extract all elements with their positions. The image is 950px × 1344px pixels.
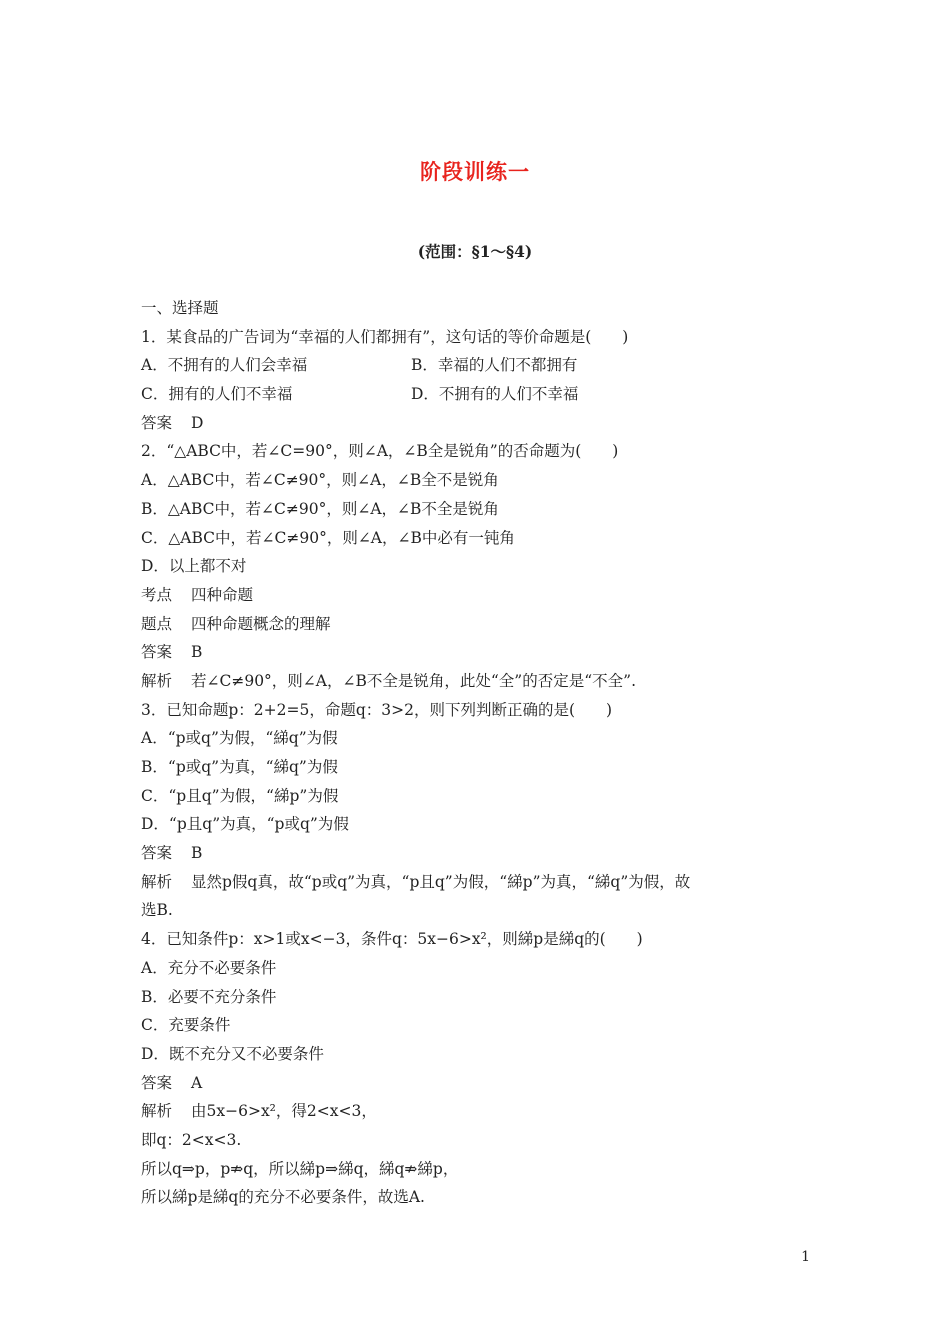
q4-option-a: A．充分不必要条件 — [141, 958, 277, 977]
answer-label: 答案 — [141, 1073, 173, 1092]
q3-option-d: D．“p且q”为真，“p或q”为假 — [141, 815, 349, 834]
q3-option-a: A．“p或q”为假，“綈q”为假 — [141, 729, 338, 748]
q3-stem: 3．已知命题p：2+2=5，命题q：3>2，则下列判断正确的是( ) — [141, 700, 613, 719]
answer-value: B — [191, 643, 203, 662]
q2-jiexi — [141, 667, 811, 696]
jiexi-text: 若∠C≠90°，则∠A，∠B不全是锐角，此处“全”的否定是“不全”. — [191, 671, 636, 690]
answer-label: 答案 — [141, 844, 173, 863]
q1-stem: 1．某食品的广告词为“幸福的人们都拥有”，这句话的等价命题是( ) — [141, 327, 629, 346]
q3-option-b: B．“p或q”为真，“綈q”为假 — [141, 758, 338, 776]
section-heading: 一、选择题 — [141, 299, 219, 317]
answer-value: D — [191, 413, 204, 432]
q2-stem: 2．“△ABC中，若∠C=90°，则∠A，∠B全是锐角”的否命题为( ) — [141, 442, 619, 461]
q2-option-a: A．△ABC中，若∠C≠90°，则∠A，∠B全不是锐角 — [141, 471, 499, 490]
jiexi-text: 由5x−6>x²，得2<x<3， — [191, 1102, 377, 1121]
q4-answer — [141, 1069, 811, 1098]
q1-option-a: A．不拥有的人们会幸福 — [141, 356, 308, 375]
jiexi-label: 解析 — [141, 1102, 173, 1121]
answer-label: 答案 — [141, 413, 173, 432]
q4-jiexi-line2: 即q：2<x<3. — [141, 1130, 242, 1149]
kaodian-label: 考点 — [141, 585, 173, 604]
q1-option-b: B．幸福的人们不都拥有 — [411, 356, 578, 375]
q1-options-row-2 — [141, 380, 811, 409]
jiexi-label: 解析 — [141, 671, 173, 690]
q4-stem: 4．已知条件p：x>1或x<−3，条件q：5x−6>x²，则綈p是綈q的( ) — [141, 930, 643, 949]
q3-jiexi — [141, 868, 811, 897]
kaodian-value: 四种命题 — [191, 585, 254, 604]
jiexi-text: 显然p假q真，故“p或q”为真，“p且q”为假，“綈p”为真，“綈q”为假，故 — [191, 872, 691, 891]
q2-option-d: D．以上都不对 — [141, 557, 247, 576]
answer-value: B — [191, 844, 203, 863]
page-number: 1 — [801, 1249, 810, 1265]
q4-jiexi — [141, 1097, 811, 1126]
jiexi-label: 解析 — [141, 872, 173, 891]
q4-jiexi-line4: 所以綈p是綈q的充分不必要条件，故选A. — [141, 1188, 425, 1207]
q4-option-b: B．必要不充分条件 — [141, 987, 277, 1006]
q3-option-c: C．“p且q”为假，“綈p”为假 — [141, 786, 339, 805]
q4-jiexi-line3: 所以q⇒p，p⇏q，所以綈p⇒綈q，綈q⇏綈p， — [141, 1159, 459, 1178]
q2-option-b: B．△ABC中，若∠C≠90°，则∠A，∠B不全是锐角 — [141, 499, 499, 518]
q2-option-c: C．△ABC中，若∠C≠90°，则∠A，∠B中必有一钝角 — [141, 528, 515, 547]
document-body — [141, 294, 811, 1212]
q4-option-c: C．充要条件 — [141, 1016, 231, 1035]
q3-answer — [141, 839, 811, 868]
tidian-value: 四种命题概念的理解 — [191, 614, 331, 633]
answer-label: 答案 — [141, 643, 173, 662]
q2-answer — [141, 638, 811, 667]
q1-answer — [141, 409, 811, 438]
answer-value: A — [191, 1073, 203, 1092]
q1-option-d: D．不拥有的人们不幸福 — [411, 385, 579, 404]
q2-tidian — [141, 610, 811, 639]
q1-options-row-1 — [141, 351, 811, 380]
q3-jiexi-cont: 选B. — [141, 901, 173, 920]
q2-kaodian — [141, 581, 811, 610]
page-subtitle: (范围：§1～§4) — [417, 242, 533, 261]
q4-option-d: D．既不充分又不必要条件 — [141, 1044, 324, 1063]
page-title: 阶段训练一 — [420, 159, 530, 184]
q1-option-c: C．拥有的人们不幸福 — [141, 385, 293, 404]
tidian-label: 题点 — [141, 614, 173, 633]
